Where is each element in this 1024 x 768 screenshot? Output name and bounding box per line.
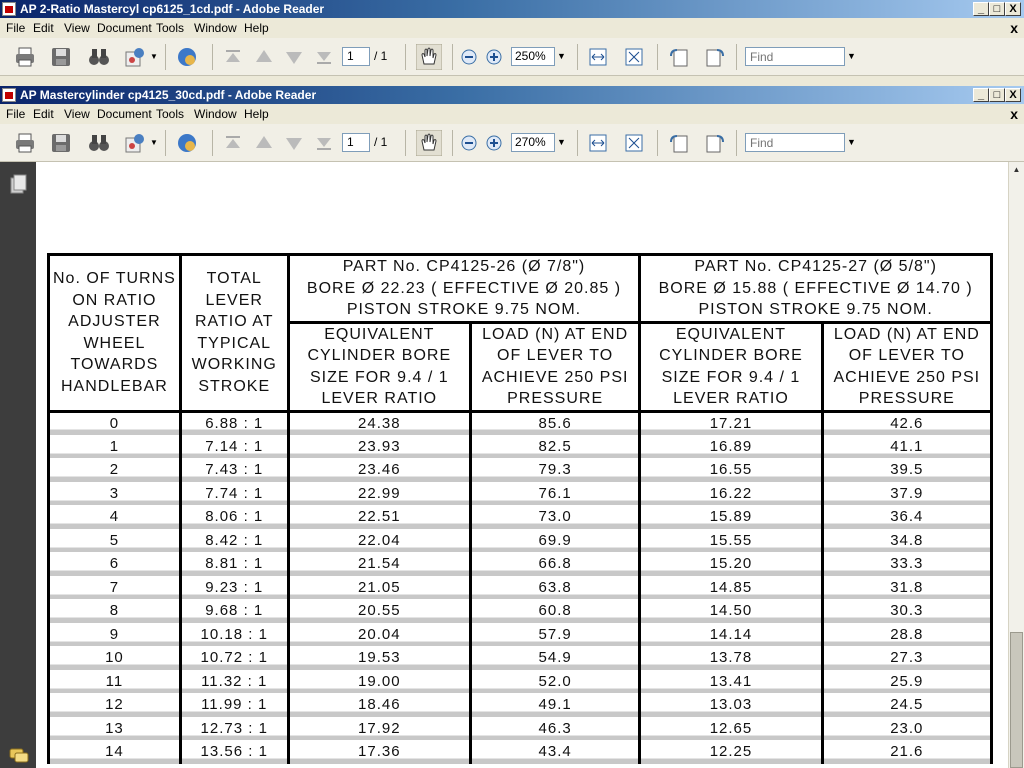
last-page-icon[interactable] xyxy=(313,132,335,154)
bore-27-cell: 14.14 xyxy=(640,623,822,647)
bore-27-cell: 15.55 xyxy=(640,529,822,553)
header-line: PISTON STROKE 9.75 NOM. xyxy=(698,301,933,318)
fit-width-icon[interactable] xyxy=(587,46,609,68)
rotate-right-icon[interactable] xyxy=(704,46,726,68)
table-row xyxy=(49,435,992,459)
lever-ratio-cell: 7.43 : 1 xyxy=(180,458,288,482)
turns-cell: 11 xyxy=(49,670,181,694)
header-lever-ratio xyxy=(180,255,288,412)
menu-edit[interactable]: Edit xyxy=(33,107,54,121)
scrollbar-thumb[interactable] xyxy=(1010,632,1023,768)
turns-cell: 4 xyxy=(49,505,181,529)
print-icon[interactable] xyxy=(14,132,36,154)
toolbar-separator xyxy=(165,130,166,156)
rotate-right-icon[interactable] xyxy=(704,132,726,154)
turns-cell: 3 xyxy=(49,482,181,506)
lever-ratio-cell: 10.72 : 1 xyxy=(180,646,288,670)
next-page-icon[interactable] xyxy=(283,46,305,68)
load-26-cell: 60.8 xyxy=(470,599,639,623)
table-row xyxy=(49,717,992,741)
fit-width-icon[interactable] xyxy=(587,132,609,154)
load-27-cell: 36.4 xyxy=(822,505,991,529)
page-number-input[interactable]: 1 xyxy=(342,133,370,152)
header-load xyxy=(470,322,639,411)
next-page-icon[interactable] xyxy=(283,132,305,154)
first-page-icon[interactable] xyxy=(222,46,244,68)
load-27-cell: 28.8 xyxy=(822,623,991,647)
secure-icon[interactable] xyxy=(176,46,198,68)
load-27-cell: 31.8 xyxy=(822,576,991,600)
header-line: WHEEL xyxy=(83,334,146,352)
bore-26-cell: 20.55 xyxy=(288,599,470,623)
review-icon[interactable] xyxy=(124,132,146,154)
load-27-cell: 23.0 xyxy=(822,717,991,741)
bore-27-cell: 13.78 xyxy=(640,646,822,670)
header-part-cp4125-27 xyxy=(640,255,992,323)
toolbar-separator xyxy=(736,130,737,156)
toolbar-separator xyxy=(405,130,406,156)
maximize-button[interactable]: □ xyxy=(989,88,1005,102)
zoom-out-icon[interactable] xyxy=(459,133,479,153)
close-button[interactable]: X xyxy=(1005,2,1021,16)
comments-icon[interactable] xyxy=(9,748,29,764)
previous-page-icon[interactable] xyxy=(253,46,275,68)
menu-file[interactable]: File xyxy=(6,21,26,35)
lever-ratio-cell: 6.88 : 1 xyxy=(180,411,288,435)
header-line: LEVER RATIO xyxy=(321,390,438,407)
reader-window-2 xyxy=(0,86,1024,768)
load-27-cell: 42.6 xyxy=(822,411,991,435)
lever-ratio-cell: 8.06 : 1 xyxy=(180,505,288,529)
zoom-dropdown-icon[interactable]: ▼ xyxy=(557,137,566,147)
bore-27-cell: 17.21 xyxy=(640,411,822,435)
lever-ratio-cell: 9.68 : 1 xyxy=(180,599,288,623)
maximize-button[interactable]: □ xyxy=(989,2,1005,16)
bore-26-cell: 22.99 xyxy=(288,482,470,506)
header-line: LEVER xyxy=(205,291,263,309)
menu-edit[interactable]: Edit xyxy=(33,21,54,35)
load-26-cell: 63.8 xyxy=(470,576,639,600)
menu-help[interactable]: Help xyxy=(244,107,269,121)
toolbar-separator xyxy=(657,130,658,156)
bore-26-cell: 21.54 xyxy=(288,552,470,576)
load-27-cell: 27.3 xyxy=(822,646,991,670)
table-row xyxy=(49,670,992,694)
load-26-cell: 82.5 xyxy=(470,435,639,459)
last-page-icon[interactable] xyxy=(313,46,335,68)
turns-cell: 10 xyxy=(49,646,181,670)
header-line: STROKE xyxy=(198,377,271,395)
bore-26-cell: 19.53 xyxy=(288,646,470,670)
page-number-input[interactable]: 1 xyxy=(342,47,370,66)
title-bar[interactable] xyxy=(0,0,1024,18)
load-26-cell: 66.8 xyxy=(470,552,639,576)
header-line: PRESSURE xyxy=(858,390,955,407)
bore-26-cell: 22.04 xyxy=(288,529,470,553)
load-26-cell: 52.0 xyxy=(470,670,639,694)
load-26-cell: 57.9 xyxy=(470,623,639,647)
zoom-level-input[interactable]: 270% xyxy=(511,133,555,152)
header-line: LOAD (N) AT END xyxy=(833,325,980,343)
previous-page-icon[interactable] xyxy=(253,132,275,154)
table-row xyxy=(49,623,992,647)
table-row xyxy=(49,576,992,600)
bore-26-cell: 24.38 xyxy=(288,411,470,435)
header-line: RATIO AT xyxy=(194,313,274,331)
load-26-cell: 54.9 xyxy=(470,646,639,670)
turns-cell: 2 xyxy=(49,458,181,482)
bore-27-cell: 13.03 xyxy=(640,693,822,717)
lever-ratio-cell: 13.56 : 1 xyxy=(180,740,288,764)
lever-ratio-cell: 11.99 : 1 xyxy=(180,693,288,717)
load-26-cell: 73.0 xyxy=(470,505,639,529)
zoom-in-icon[interactable] xyxy=(484,133,504,153)
table-row xyxy=(49,693,992,717)
table-body xyxy=(49,411,992,764)
zoom-in-icon[interactable] xyxy=(484,47,504,67)
header-line: PISTON STROKE 9.75 NOM. xyxy=(346,301,582,318)
table-row xyxy=(49,458,992,482)
bore-26-cell: 20.04 xyxy=(288,623,470,647)
title-bar[interactable] xyxy=(0,86,1024,104)
binoculars-icon[interactable] xyxy=(88,132,110,154)
header-line: ACHIEVE 250 PSI xyxy=(481,368,629,386)
find-input[interactable] xyxy=(745,133,845,152)
doc-close-button[interactable]: x xyxy=(1010,20,1018,36)
header-line: OF LEVER TO xyxy=(497,347,614,364)
fit-page-icon[interactable] xyxy=(623,46,645,68)
minimize-button[interactable]: _ xyxy=(973,2,989,16)
find-dropdown-icon[interactable]: ▼ xyxy=(847,137,856,147)
load-26-cell: 79.3 xyxy=(470,458,639,482)
turns-cell: 1 xyxy=(49,435,181,459)
specification-table xyxy=(47,253,993,764)
menu-document[interactable]: Document xyxy=(97,21,152,35)
turns-cell: 14 xyxy=(49,740,181,764)
bore-26-cell: 19.00 xyxy=(288,670,470,694)
lever-ratio-cell: 8.42 : 1 xyxy=(180,529,288,553)
load-26-cell: 46.3 xyxy=(470,717,639,741)
header-line: BORE Ø 22.23 ( EFFECTIVE Ø 20.85 ) xyxy=(306,279,622,297)
header-line: BORE Ø 15.88 ( EFFECTIVE Ø 14.70 ) xyxy=(658,279,973,297)
scroll-up-icon[interactable]: ▲ xyxy=(1012,165,1021,174)
load-27-cell: 39.5 xyxy=(822,458,991,482)
bore-26-cell: 18.46 xyxy=(288,693,470,717)
menu-document[interactable]: Document xyxy=(97,107,152,121)
header-line: WORKING xyxy=(191,356,277,374)
bore-26-cell: 17.36 xyxy=(288,740,470,764)
header-part-cp4125-26 xyxy=(288,255,640,323)
zoom-dropdown-icon[interactable]: ▼ xyxy=(557,51,566,61)
secure-icon[interactable] xyxy=(176,132,198,154)
menu-view[interactable]: View xyxy=(64,107,90,121)
header-equivalent-bore xyxy=(640,322,822,411)
lever-ratio-cell: 11.32 : 1 xyxy=(180,670,288,694)
menu-window[interactable]: Window xyxy=(194,107,237,121)
header-line: No. OF TURNS xyxy=(52,270,176,288)
hand-tool-icon[interactable] xyxy=(416,44,442,70)
review-icon[interactable] xyxy=(124,46,146,68)
menu-file[interactable]: File xyxy=(6,107,26,121)
table-row xyxy=(49,552,992,576)
navigation-pane xyxy=(0,162,36,768)
menu-view[interactable]: View xyxy=(64,21,90,35)
turns-cell: 7 xyxy=(49,576,181,600)
table-row xyxy=(49,411,992,435)
table-row xyxy=(49,646,992,670)
load-26-cell: 76.1 xyxy=(470,482,639,506)
toolbar-separator xyxy=(736,44,737,70)
table-row xyxy=(49,505,992,529)
doc-close-button[interactable]: x xyxy=(1010,106,1018,122)
header-line: TOTAL xyxy=(206,270,262,288)
header-line: PRESSURE xyxy=(507,390,604,407)
zoom-level-input[interactable]: 250% xyxy=(511,47,555,66)
save-icon[interactable] xyxy=(50,132,72,154)
bore-27-cell: 14.85 xyxy=(640,576,822,600)
window-title: AP Mastercylinder cp4125_30cd.pdf - Adobe Reader xyxy=(20,88,317,102)
bore-27-cell: 16.89 xyxy=(640,435,822,459)
bore-27-cell: 15.20 xyxy=(640,552,822,576)
lever-ratio-cell: 12.73 : 1 xyxy=(180,717,288,741)
bore-27-cell: 12.25 xyxy=(640,740,822,764)
turns-cell: 12 xyxy=(49,693,181,717)
header-line: HANDLEBAR xyxy=(61,377,168,395)
toolbar-separator xyxy=(212,130,213,156)
pdf-icon xyxy=(2,2,16,16)
bore-26-cell: 23.46 xyxy=(288,458,470,482)
bore-27-cell: 14.50 xyxy=(640,599,822,623)
turns-cell: 9 xyxy=(49,623,181,647)
lever-ratio-cell: 7.14 : 1 xyxy=(180,435,288,459)
header-load xyxy=(822,322,991,411)
header-equivalent-bore xyxy=(288,322,470,411)
toolbar xyxy=(0,38,1024,76)
bore-27-cell: 16.55 xyxy=(640,458,822,482)
save-icon[interactable] xyxy=(50,46,72,68)
chevron-down-icon[interactable]: ▼ xyxy=(150,138,158,147)
menu-tools[interactable]: Tools xyxy=(156,21,185,35)
menu-window[interactable]: Window xyxy=(194,21,237,35)
page-total: / 1 xyxy=(374,135,388,149)
toolbar-separator xyxy=(452,130,453,156)
header-line: PART No. CP4125-27 (Ø 5/8") xyxy=(694,258,937,275)
document-page[interactable] xyxy=(36,162,1008,768)
menu-bar xyxy=(0,104,1024,124)
load-27-cell: 37.9 xyxy=(822,482,991,506)
find-dropdown-icon[interactable]: ▼ xyxy=(847,51,856,61)
load-27-cell: 33.3 xyxy=(822,552,991,576)
header-line: LOAD (N) AT END xyxy=(482,325,629,343)
first-page-icon[interactable] xyxy=(222,132,244,154)
header-line: ACHIEVE 250 PSI xyxy=(833,368,981,386)
table-row xyxy=(49,482,992,506)
pages-icon[interactable] xyxy=(9,174,27,194)
bore-27-cell: 12.65 xyxy=(640,717,822,741)
header-line: EQUIVALENT xyxy=(324,325,435,343)
load-26-cell: 69.9 xyxy=(470,529,639,553)
window-title: AP 2-Ratio Mastercyl cp6125_1cd.pdf - Adobe Reader xyxy=(20,2,325,16)
bore-27-cell: 16.22 xyxy=(640,482,822,506)
rotate-left-icon[interactable] xyxy=(668,132,690,154)
header-line: PART No. CP4125-26 (Ø 7/8") xyxy=(342,258,586,275)
lever-ratio-cell: 8.81 : 1 xyxy=(180,552,288,576)
toolbar-separator xyxy=(165,44,166,70)
close-button[interactable]: X xyxy=(1005,88,1021,102)
pdf-icon xyxy=(2,88,16,102)
load-26-cell: 43.4 xyxy=(470,740,639,764)
header-line: ON RATIO xyxy=(72,291,157,309)
reader-window-1 xyxy=(0,0,1024,86)
bore-26-cell: 21.05 xyxy=(288,576,470,600)
turns-cell: 6 xyxy=(49,552,181,576)
turns-cell: 0 xyxy=(49,411,181,435)
load-26-cell: 85.6 xyxy=(470,411,639,435)
turns-cell: 5 xyxy=(49,529,181,553)
print-icon[interactable] xyxy=(14,46,36,68)
header-line: CYLINDER BORE xyxy=(659,347,803,364)
menu-tools[interactable]: Tools xyxy=(156,107,185,121)
header-line: SIZE FOR 9.4 / 1 xyxy=(661,368,801,386)
toolbar-separator xyxy=(212,44,213,70)
menu-help[interactable]: Help xyxy=(244,21,269,35)
load-27-cell: 30.3 xyxy=(822,599,991,623)
header-line: CYLINDER BORE xyxy=(307,347,452,364)
lever-ratio-cell: 10.18 : 1 xyxy=(180,623,288,647)
load-27-cell: 41.1 xyxy=(822,435,991,459)
header-line: TOWARDS xyxy=(70,356,159,374)
fit-page-icon[interactable] xyxy=(623,132,645,154)
header-line: OF LEVER TO xyxy=(848,347,965,364)
bore-26-cell: 23.93 xyxy=(288,435,470,459)
find-input[interactable] xyxy=(745,47,845,66)
toolbar-separator xyxy=(405,44,406,70)
load-27-cell: 25.9 xyxy=(822,670,991,694)
load-27-cell: 24.5 xyxy=(822,693,991,717)
bore-27-cell: 13.41 xyxy=(640,670,822,694)
lever-ratio-cell: 7.74 : 1 xyxy=(180,482,288,506)
toolbar-separator xyxy=(577,130,578,156)
toolbar-separator xyxy=(577,44,578,70)
binoculars-icon[interactable] xyxy=(88,46,110,68)
load-27-cell: 34.8 xyxy=(822,529,991,553)
header-line: ADJUSTER xyxy=(68,313,161,331)
header-line: EQUIVALENT xyxy=(675,325,787,343)
page-total: / 1 xyxy=(374,49,388,63)
table-row xyxy=(49,529,992,553)
header-turns xyxy=(49,255,181,412)
minimize-button[interactable]: _ xyxy=(973,88,989,102)
vertical-scrollbar[interactable] xyxy=(1008,162,1024,768)
load-27-cell: 21.6 xyxy=(822,740,991,764)
table-row xyxy=(49,740,992,764)
turns-cell: 8 xyxy=(49,599,181,623)
lever-ratio-cell: 9.23 : 1 xyxy=(180,576,288,600)
rotate-left-icon[interactable] xyxy=(668,46,690,68)
table-row xyxy=(49,599,992,623)
bore-26-cell: 22.51 xyxy=(288,505,470,529)
load-26-cell: 49.1 xyxy=(470,693,639,717)
toolbar-separator xyxy=(452,44,453,70)
chevron-down-icon[interactable]: ▼ xyxy=(150,52,158,61)
menu-bar xyxy=(0,18,1024,38)
toolbar xyxy=(0,124,1024,162)
zoom-out-icon[interactable] xyxy=(459,47,479,67)
header-line: LEVER RATIO xyxy=(673,390,789,407)
toolbar-separator xyxy=(657,44,658,70)
bore-26-cell: 17.92 xyxy=(288,717,470,741)
bore-27-cell: 15.89 xyxy=(640,505,822,529)
hand-tool-icon[interactable] xyxy=(416,130,442,156)
header-line: SIZE FOR 9.4 / 1 xyxy=(309,368,449,386)
turns-cell: 13 xyxy=(49,717,181,741)
header-line: TYPICAL xyxy=(197,334,272,352)
